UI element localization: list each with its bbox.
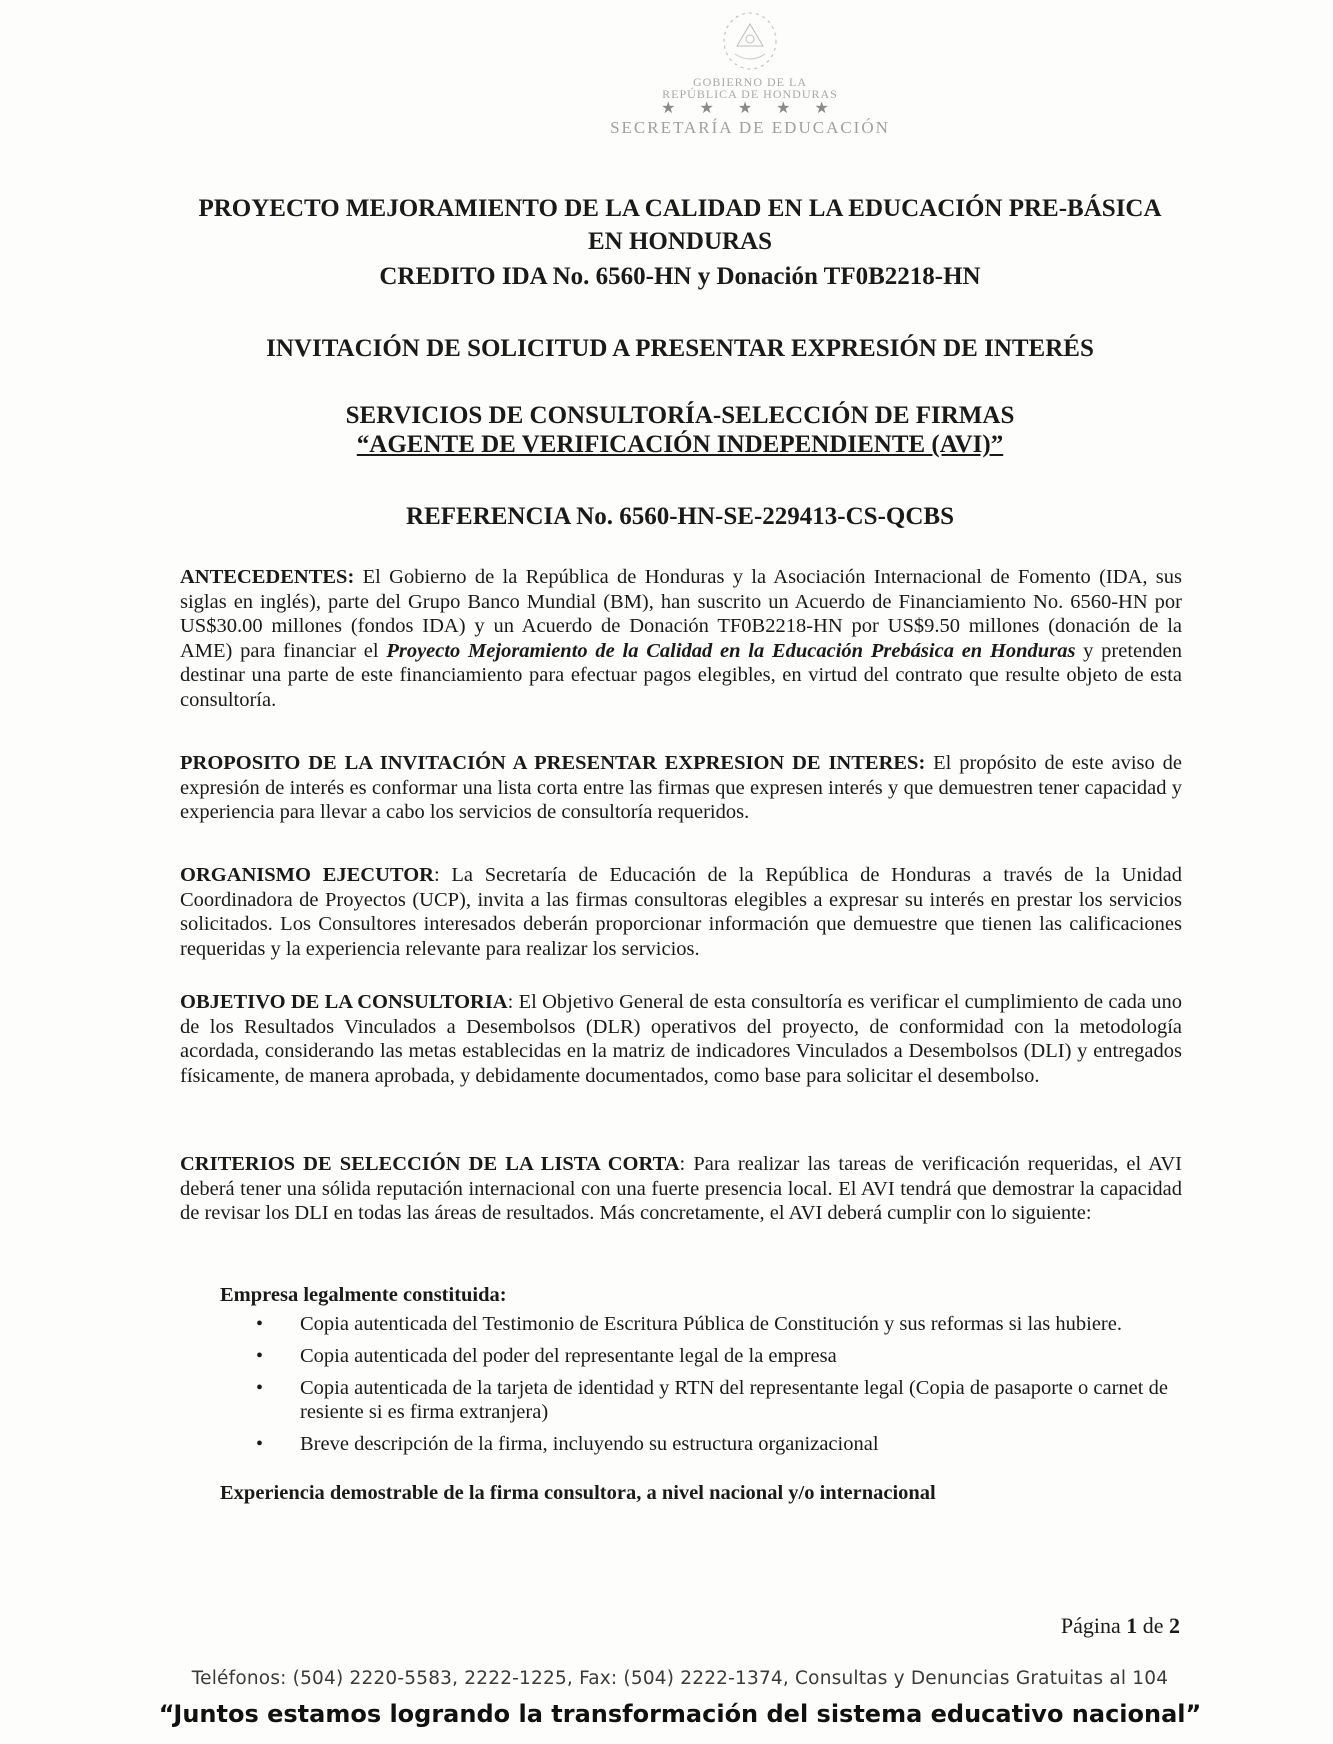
criterios-paragraph [180,1152,1182,1226]
bullet-icon: • [256,1313,264,1335]
list-item: • Copia autenticada del Testimonio de Escritura Pública de Constitución y sus reformas si las hubiere. [256,1313,1122,1335]
organismo-paragraph [180,863,1182,961]
bullet-icon: • [256,1433,264,1455]
government-line-2: REPÚBLICA DE HONDURAS [662,87,838,101]
department-name: SECRETARÍA DE EDUCACIÓN [610,118,890,137]
letterhead [600,6,900,166]
organismo-text: : La Secretaría de Educación de la República de Honduras a través de la Unidad Coordinadora de Proyectos (UCP), invita a las firmas consultoras elegibles a expresar su interés en prestar los servicios solicitados. Los Consultores interesados deberán proporcionar información que demuestre que tienen las calificaciones requeridas y la experiencia relevante para realizar los servicios. [180,864,1182,960]
project-title-line-1: PROYECTO MEJORAMIENTO DE LA CALIDAD EN LA EDUCACIÓN PRE-BÁSICA [198,195,1162,222]
bullet-icon: • [256,1345,264,1367]
footer-slogan: “Juntos estamos logrando la transformación del sistema educativo nacional” [158,1700,1202,1728]
agent-heading-text: “AGENTE DE VERIFICACIÓN INDEPENDIENTE (AVI)” [356,431,1004,458]
antecedentes-paragraph [180,565,1182,712]
page-number: Página 1 de 2 [1060,1613,1180,1638]
services-heading: SERVICIOS DE CONSULTORÍA-SELECCIÓN DE FIRMAS [345,402,1015,429]
proposito-paragraph [180,751,1182,825]
bullet-icon: • [256,1377,264,1399]
coat-of-arms-icon [715,6,785,76]
objetivo-label: OBJETIVO DE LA CONSULTORIA [180,991,508,1013]
agent-heading [120,430,1240,460]
empresa-heading: Empresa legalmente constituida: [220,1284,507,1306]
invitation-heading: INVITACIÓN DE SOLICITUD A PRESENTAR EXPRESIÓN DE INTERÉS [266,335,1094,362]
reference-heading: REFERENCIA No. 6560-HN-SE-229413-CS-QCBS [406,503,954,530]
stars-icon: ★ ★ ★ ★ ★ [661,100,839,117]
organismo-label: ORGANISMO EJECUTOR [180,864,434,886]
credit-line: CREDITO IDA No. 6560-HN y Donación TF0B2218-HN [379,263,981,290]
list-item: • Breve descripción de la firma, incluyendo su estructura organizacional [256,1433,879,1455]
antecedentes-label: ANTECEDENTES: [180,566,355,588]
objetivo-paragraph [180,990,1182,1088]
project-title-line-2: EN HONDURAS [587,228,773,255]
experiencia-heading: Experiencia demostrable de la firma consultora, a nivel nacional y/o internacional [220,1482,936,1504]
proposito-label: PROPOSITO DE LA INVITACIÓN A PRESENTAR EXPRESION DE INTERES: [180,752,926,774]
list-item: • Copia autenticada del poder del representante legal de la empresa [256,1345,837,1367]
criterios-text: : Para realizar las tareas de verificación requeridas, el AVI deberá tener una sólida reputación internacional con una fuerte presencia local. El AVI tendrá que demostrar la capacidad de revisar los DLI en todas las áreas de resultados. Más concretamente, el AVI deberá cumplir con lo siguiente: [180,1153,1182,1224]
footer-contact: Teléfonos: (504) 2220-5583, 2222-1225, Fax: (504) 2222-1374, Consultas y Denuncias Gratuitas al 104 [191,1668,1169,1689]
list-item: • Copia autenticada de la tarjeta de identidad y RTN del representante legal (Copia de pasaporte o carnet de resiente si es firma extranjera) [256,1377,1168,1423]
project-title [120,192,1240,258]
government-line-1: GOBIERNO DE LA [693,75,807,89]
antecedentes-text-2: y pretenden destinar una parte de este financiamiento para efectuar pagos elegibles, en virtud del contrato que resulte objeto de esta consultoría. [180,639,1182,711]
empresa-requirements-list [256,1312,1182,1464]
criterios-label: CRITERIOS DE SELECCIÓN DE LA LISTA CORTA [180,1153,680,1175]
antecedentes-text-1: El Gobierno de la República de Honduras y la Asociación Internacional de Fomento (IDA, sus siglas en inglés), parte del Grupo Banco Mundial (BM), han suscrito un Acuerdo de Financiamiento No. 6560-HN por US$30.00 millones (fondos IDA) y un Acuerdo de Donación TF0B2218-HN por US$9.50 millones (donación de la AME) para financiar el [180,566,1182,662]
objetivo-text: : El Objetivo General de esta consultoría es verificar el cumplimiento de cada uno de los Resultados Vinculados a Desembolsos (DLR) operativos del proyecto, de conformidad con la metodología acordada, considerando las metas establecidas en la matriz de indicadores Vinculados a Desembolsos (DLI) y entregados físicamente, de manera aprobada, y debidamente documentados, como base para solicitar el desembolso. [180,991,1182,1087]
antecedentes-project-name: Proyecto Mejoramiento de la Calidad en la Educación Prebásica en Honduras [386,639,1076,662]
proposito-text: El propósito de este aviso de expresión de interés es conformar una lista corta entre las firmas que expresen interés y que demuestren tener capacidad y experiencia para llevar a cabo los servicios de consultoría requeridos. [180,752,1182,823]
